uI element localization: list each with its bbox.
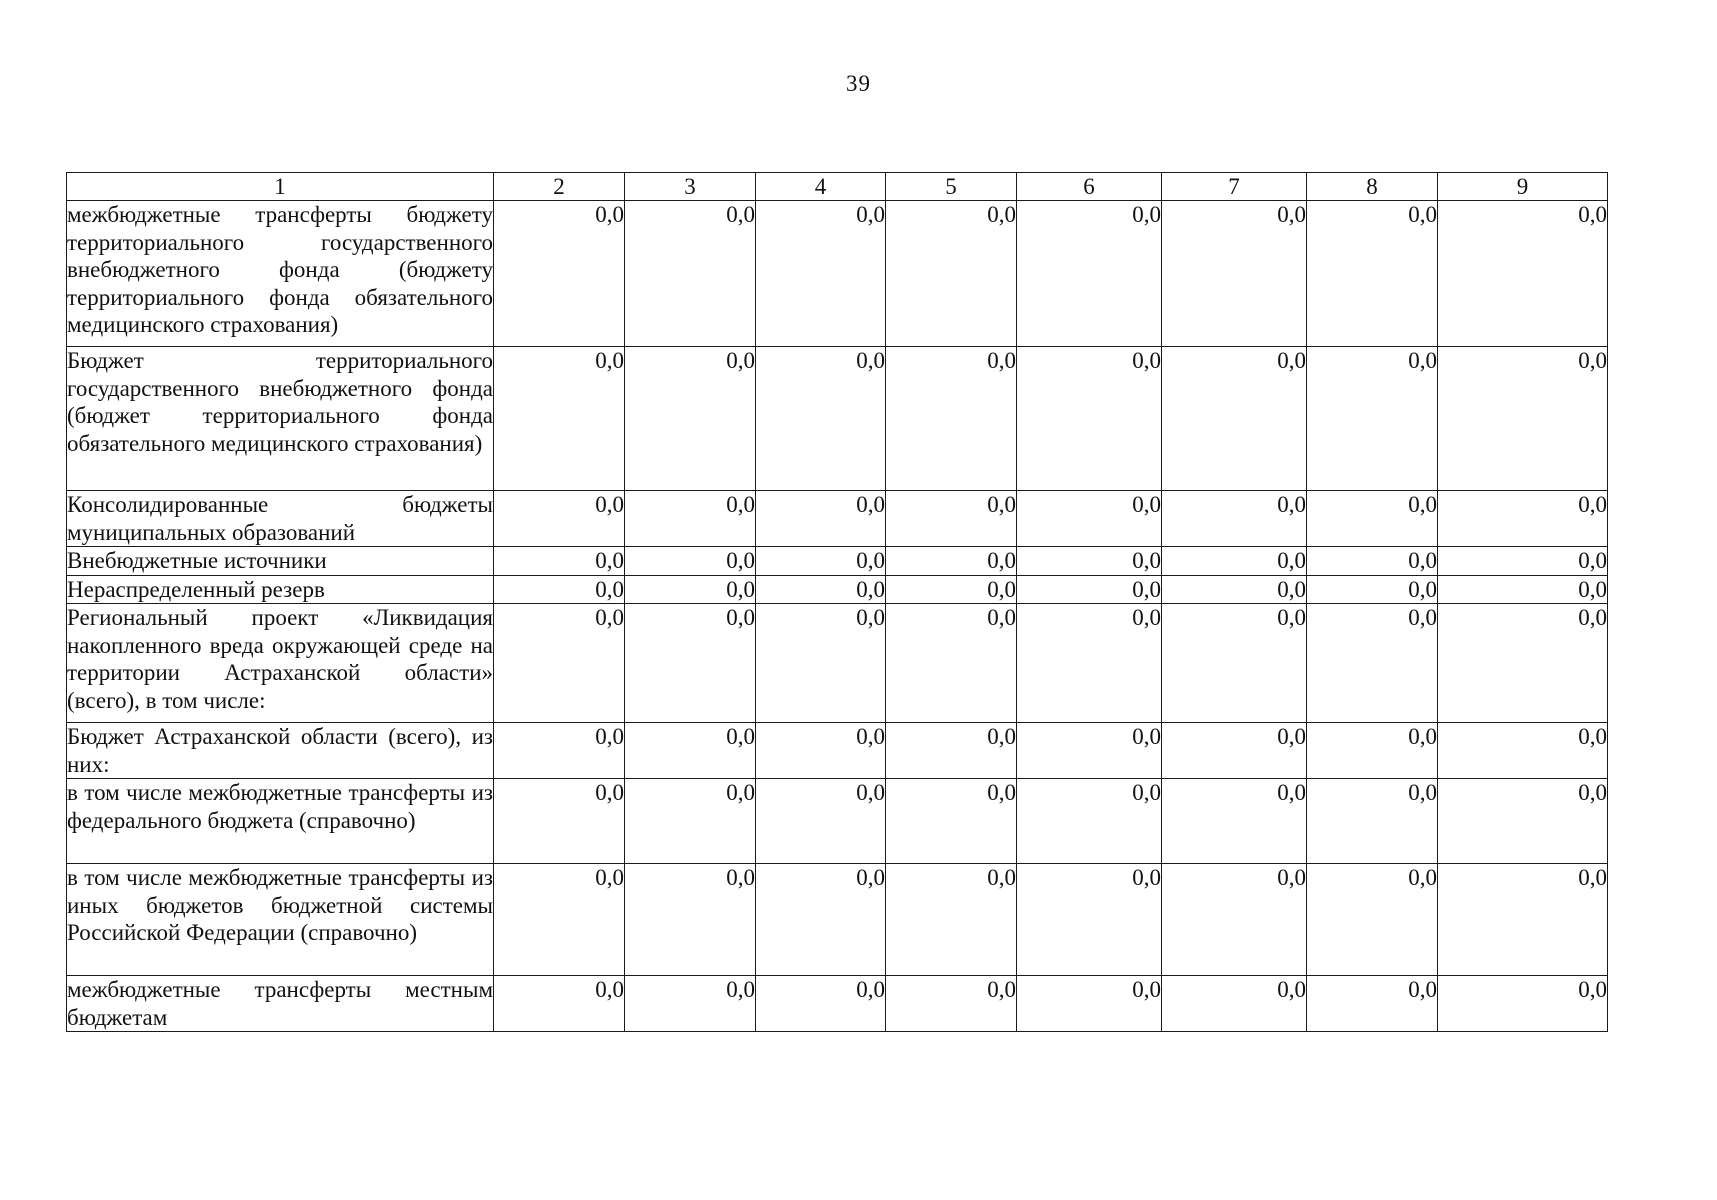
cell-value: 0,0 bbox=[1017, 491, 1162, 547]
cell-value: 0,0 bbox=[1307, 547, 1438, 576]
cell-value: 0,0 bbox=[886, 864, 1017, 976]
cell-value: 0,0 bbox=[1017, 347, 1162, 491]
table-row bbox=[67, 201, 1608, 347]
row-label: в том числе межбюджетные трансферты из иных бюджетов бюджетной системы Российской Федерации (справочно) bbox=[67, 864, 494, 976]
cell-value: 0,0 bbox=[494, 547, 625, 576]
cell-value: 0,0 bbox=[625, 864, 756, 976]
table-row bbox=[67, 575, 1608, 604]
cell-value: 0,0 bbox=[756, 575, 886, 604]
cell-value: 0,0 bbox=[1307, 779, 1438, 864]
row-label: Внебюджетные источники bbox=[67, 547, 494, 576]
cell-value: 0,0 bbox=[1307, 723, 1438, 779]
cell-value: 0,0 bbox=[494, 779, 625, 864]
cell-value: 0,0 bbox=[1307, 575, 1438, 604]
cell-value: 0,0 bbox=[1438, 779, 1608, 864]
cell-value: 0,0 bbox=[1017, 575, 1162, 604]
cell-value: 0,0 bbox=[494, 723, 625, 779]
row-label: Консолидированные бюджеты муниципальных образований bbox=[67, 492, 493, 545]
table-row bbox=[67, 864, 1608, 976]
cell-value: 0,0 bbox=[756, 604, 886, 723]
cell-value: 0,0 bbox=[1438, 201, 1608, 347]
cell-value: 0,0 bbox=[494, 864, 625, 976]
cell-value: 0,0 bbox=[756, 976, 886, 1032]
cell-value: 0,0 bbox=[1307, 347, 1438, 491]
cell-value: 0,0 bbox=[494, 976, 625, 1032]
cell-value: 0,0 bbox=[625, 575, 756, 604]
cell-value: 0,0 bbox=[625, 201, 756, 347]
cell-value: 0,0 bbox=[1307, 864, 1438, 976]
cell-value: 0,0 bbox=[494, 604, 625, 723]
cell-value: 0,0 bbox=[756, 547, 886, 576]
table-row bbox=[67, 547, 1608, 576]
row-label: Нераспределенный резерв bbox=[67, 575, 494, 604]
cell-value: 0,0 bbox=[1438, 723, 1608, 779]
cell-value: 0,0 bbox=[625, 347, 756, 491]
cell-value: 0,0 bbox=[1162, 491, 1307, 547]
cell-value: 0,0 bbox=[1017, 547, 1162, 576]
table-row bbox=[67, 723, 1608, 779]
column-header: 6 bbox=[1017, 173, 1162, 201]
cell-value: 0,0 bbox=[1017, 723, 1162, 779]
cell-value: 0,0 bbox=[1307, 976, 1438, 1032]
cell-value: 0,0 bbox=[494, 575, 625, 604]
cell-value: 0,0 bbox=[756, 491, 886, 547]
cell-value: 0,0 bbox=[1162, 347, 1307, 491]
cell-value: 0,0 bbox=[494, 347, 625, 491]
cell-value: 0,0 bbox=[756, 864, 886, 976]
cell-value: 0,0 bbox=[1162, 575, 1307, 604]
column-header: 1 bbox=[67, 173, 494, 201]
cell-value: 0,0 bbox=[1017, 864, 1162, 976]
cell-value: 0,0 bbox=[1307, 491, 1438, 547]
cell-value: 0,0 bbox=[1162, 604, 1307, 723]
row-label: межбюджетные трансферты местным бюджетам bbox=[67, 977, 493, 1030]
cell-value: 0,0 bbox=[886, 575, 1017, 604]
cell-value: 0,0 bbox=[494, 201, 625, 347]
cell-value: 0,0 bbox=[1307, 201, 1438, 347]
cell-value: 0,0 bbox=[625, 976, 756, 1032]
row-label: Бюджет территориального государственного внебюджетного фонда (бюджет территориального фонда обязательного медицинского страхования) bbox=[67, 347, 494, 491]
table-row bbox=[67, 604, 1608, 723]
cell-value: 0,0 bbox=[625, 547, 756, 576]
cell-value: 0,0 bbox=[1162, 723, 1307, 779]
cell-value: 0,0 bbox=[756, 201, 886, 347]
cell-value: 0,0 bbox=[886, 547, 1017, 576]
row-label: Региональный проект «Ликвидация накопленного вреда окружающей среде на территории Астраханской области» (всего), в том числе: bbox=[67, 604, 494, 723]
cell-value: 0,0 bbox=[756, 347, 886, 491]
cell-value: 0,0 bbox=[1017, 604, 1162, 723]
cell-value: 0,0 bbox=[625, 779, 756, 864]
cell-value: 0,0 bbox=[1438, 347, 1608, 491]
column-header: 3 bbox=[625, 173, 756, 201]
table-row bbox=[67, 491, 1608, 547]
cell-value: 0,0 bbox=[886, 491, 1017, 547]
table-row bbox=[67, 976, 1608, 1032]
cell-value: 0,0 bbox=[756, 779, 886, 864]
cell-value: 0,0 bbox=[1162, 864, 1307, 976]
cell-value: 0,0 bbox=[494, 491, 625, 547]
cell-value: 0,0 bbox=[1438, 976, 1608, 1032]
cell-value: 0,0 bbox=[1438, 491, 1608, 547]
table-row bbox=[67, 779, 1608, 864]
row-label: Бюджет Астраханской области (всего), из них: bbox=[67, 724, 493, 777]
cell-value: 0,0 bbox=[886, 347, 1017, 491]
row-label: межбюджетные трансферты бюджету территориального государственного внебюджетного фонда (бюджету территориального фонда обязательного медицинского страхования) bbox=[67, 201, 494, 347]
budget-table bbox=[66, 172, 1608, 1032]
column-header: 7 bbox=[1162, 173, 1307, 201]
cell-value: 0,0 bbox=[625, 604, 756, 723]
cell-value: 0,0 bbox=[1162, 201, 1307, 347]
cell-value: 0,0 bbox=[1017, 201, 1162, 347]
cell-value: 0,0 bbox=[886, 723, 1017, 779]
cell-value: 0,0 bbox=[625, 723, 756, 779]
cell-value: 0,0 bbox=[1017, 779, 1162, 864]
header-row bbox=[67, 173, 1608, 201]
cell-value: 0,0 bbox=[625, 491, 756, 547]
cell-value: 0,0 bbox=[1017, 976, 1162, 1032]
column-header: 9 bbox=[1438, 173, 1608, 201]
cell-value: 0,0 bbox=[1162, 779, 1307, 864]
cell-value: 0,0 bbox=[1162, 976, 1307, 1032]
cell-value: 0,0 bbox=[1438, 547, 1608, 576]
column-header: 8 bbox=[1307, 173, 1438, 201]
cell-value: 0,0 bbox=[1438, 575, 1608, 604]
table-row bbox=[67, 347, 1608, 491]
row-label: в том числе межбюджетные трансферты из федерального бюджета (справочно) bbox=[67, 779, 494, 864]
cell-value: 0,0 bbox=[756, 723, 886, 779]
column-header: 4 bbox=[756, 173, 886, 201]
cell-value: 0,0 bbox=[1438, 604, 1608, 723]
column-header: 5 bbox=[886, 173, 1017, 201]
cell-value: 0,0 bbox=[886, 779, 1017, 864]
page-number: 39 bbox=[846, 71, 871, 96]
column-header: 2 bbox=[494, 173, 625, 201]
cell-value: 0,0 bbox=[1162, 547, 1307, 576]
cell-value: 0,0 bbox=[1438, 864, 1608, 976]
cell-value: 0,0 bbox=[886, 976, 1017, 1032]
cell-value: 0,0 bbox=[886, 604, 1017, 723]
cell-value: 0,0 bbox=[1307, 604, 1438, 723]
cell-value: 0,0 bbox=[886, 201, 1017, 347]
